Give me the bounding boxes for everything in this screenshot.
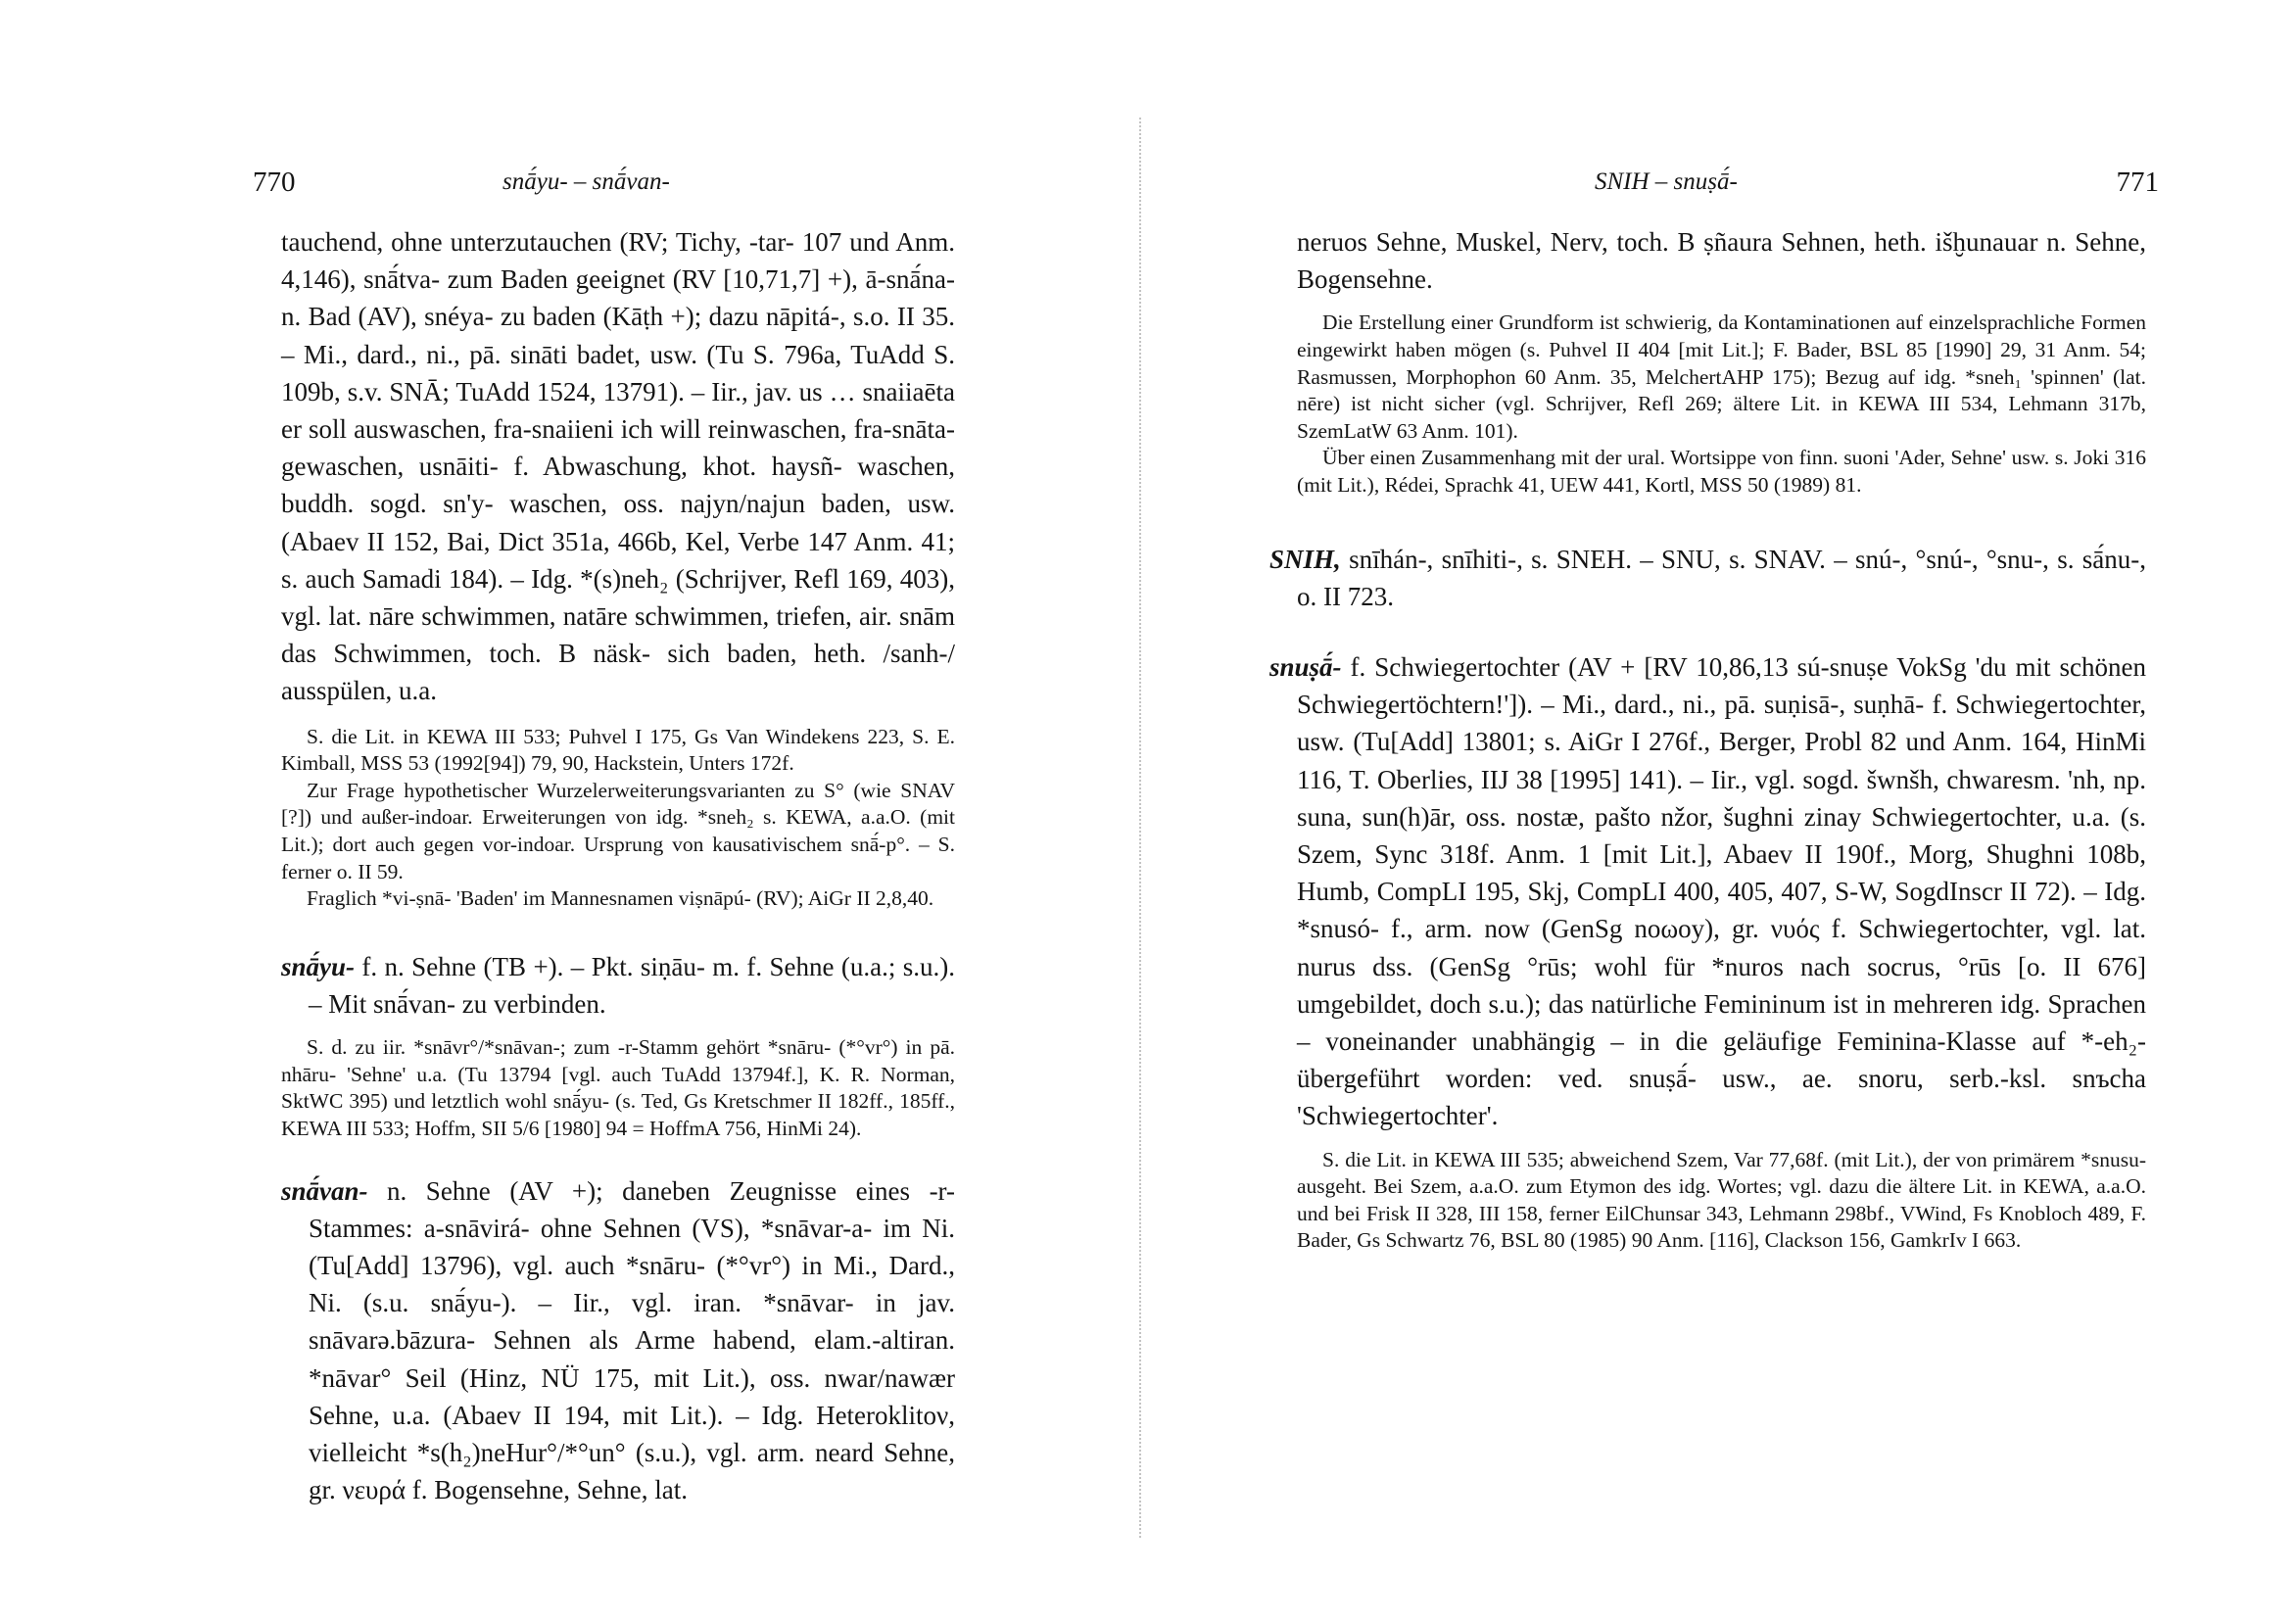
lemma: SNIH,: [1269, 544, 1341, 574]
entry-continuation: neruos Sehne, Muskel, Nerv, toch. B ṣñaura Sehnen, heth. išḫunauar n. Sehne, Bogensehne.: [1297, 227, 2146, 295]
running-head: snā́yu- – snā́van-: [502, 168, 670, 195]
note-paragraph: S. die Lit. in KEWA III 533; Puhvel I 175, Gs Van Windekens 223, S. E. Kimball, MSS 53 (1992[94]) 79, 90, Hackstein, Unters 172f.: [281, 724, 955, 776]
right-header: [1595, 167, 2159, 210]
footnote-block: [281, 724, 955, 913]
note-paragraph: Über einen Zusammenhang mit der ural. Wortsippe von finn. suoni 'Ader, Sehne' usw. s. Joki 316 (mit Lit.), Rédei, Sprachk 41, UEW 441, Kortl, MSS 50 (1989) 81.: [1297, 446, 2146, 497]
right-page: [1148, 0, 2296, 1622]
note-paragraph: Zur Frage hypothetischer Wurzelerweiterungsvarianten zu S° (wie SNAV [?]) und außer-indoar. Erweiterungen von idg. *sneh₂ s. KEWA, a.a.O. (mit Lit.); dort auch gegen vor-indoar. Ursprung von kausativischem snā́-p°. – S. ferner o. II 59.: [281, 778, 955, 883]
entry-text: f. n. Sehne (TB +). – Pkt. siṇāu- m. f. Sehne (u.a.; s.u.). – Mit snā́van- zu verbinden.: [309, 951, 955, 1019]
entry-text: n. Sehne (AV +); daneben Zeugnisse eines -r-Stammes: a-snāvirá- ohne Sehnen (VS), *snāvar-a- im Ni. (Tu[Add] 13796), vgl. auch *snāru- (*°vr°) in Mi., Dard., Ni. (s.u. snā́yu-). – Iir., vgl. iran. *snāvar- in jav. snāvarə.bāzura- Sehnen als Arme habend, elam.-altiran. *nāvar° Seil (Hinz, NÜ 175, mit Lit.), oss. nwar/nawær Sehne, u.a. (Abaev II 194, mit Lit.). – Idg. Heteroklitον, vielleicht *s(h₂)neHur°/*°un° (s.u.), vgl. arm. neard Sehne, gr. νευρά f. Bogensehne, Sehne, lat.: [309, 1175, 955, 1505]
running-head: SNIH – snuṣā́-: [1595, 168, 1738, 195]
left-header: [253, 167, 997, 210]
entry-text: f. Schwiegertochter (AV + [RV 10,86,13 sú-snuṣe VokSg 'du mit schönen Schwiegertöchtern!']). – Mi., dard., ni., pā. suṇisā-, suṇhā- f. Schwiegertochter, usw. (Tu[Add] 13801; s. AiGr I 276f., Berger, Probl 82 und Anm. 164, HinMi 116, T. Oberlies, IIJ 38 [1995] 141). – Iir., vgl. sogd. šwnšh, chwaresm. 'nh, np. suna, sun(h)ār, oss. nostæ, pašto nžor, šughni zinay Schwiegertochter, u.a. (s. Szem, Sync 318f. Anm. 1 [mit Lit.], Abaev II 190f., Morg, Shughni 108b, Humb, CompLI 195, Skj, CompLI 400, 405, 407, S-W, SogdInscr II 72). – Idg. *snusó- f., arm. now (GenSg noωoy), gr. νυός f. Schwiegertochter, vgl. lat. nurus dss. (GenSg °rūs; wohl für *nuros nach socrus, °rūs [o. II 676] umgebildet, doch s.u.); das natürliche Femininum ist in mehreren idg. Sprachen – voneinander unabhängig – in die geläufige Feminina-Klasse auf *-eh₂- übergeführt worden: ved. snuṣā́- usw., ae. snoru, serb.-ksl. snъcha 'Schwiegertochter'.: [1297, 651, 2146, 1131]
note-paragraph: S. die Lit. in KEWA III 535; abweichend Szem, Var 77,68f. (mit Lit.), der von primärem *snusu- ausgeht. Bei Szem, a.a.O. zum Etymon des idg. Wortes; vgl. dazu die ältere Lit. in KEWA, a.a.O. und bei Frisk II 328, III 158, ferner EilChunsar 343, Lehmann 298bf., VWind, Fs Knobloch 489, F. Bader, Gs Schwartz 76, BSL 80 (1985) 90 Anm. [116], Clackson 156, GamkrIv I 663.: [1297, 1147, 2146, 1253]
page-number: 770: [253, 167, 296, 198]
entry-snih: [1269, 541, 2146, 615]
gutter-divider: [1139, 118, 1141, 1538]
lemma: snuṣā́-: [1269, 651, 1342, 682]
entry-continuation-block: [1269, 223, 2146, 500]
lemma: snā́yu-: [281, 951, 356, 981]
entry-text: snīhán-, snīhiti-, s. SNEH. – SNU, s. SNAV. – snú-, °snú-, °snu-, s. sā́nu-, o. II 723.: [1297, 544, 2146, 611]
entry-snusa: [1269, 648, 2146, 1135]
note-paragraph: Die Erstellung einer Grundform ist schwierig, da Kontaminationen auf einzelsprachliche Formen eingewirkt haben mögen (s. Puhvel II 404 [mit Lit.]; F. Bader, BSL 85 [1990] 29, 31 Anm. 54; Rasmussen, Morphophon 60 Anm. 35, MelchertAHP 175); Bezug auf idg. *sneh₁ 'spinnen' (lat. nēre) ist nicht sicher (vgl. Schrijver, Refl 269; ältere Lit. in KEWA III 534, Lehmann 317b, SzemLatW 63 Anm. 101).: [1297, 310, 2146, 443]
page-number: 771: [2116, 167, 2159, 198]
note-paragraph: Fraglich *vi-ṣnā- 'Baden' im Mannesnamen viṣnāpú- (RV); AiGr II 2,8,40.: [307, 886, 934, 911]
left-column: [281, 223, 955, 1508]
entry-continuation: tauchend, ohne unterzutauchen (RV; Tichy, -tar- 107 und Anm. 4,146), snā́tva- zum Baden geeignet (RV [10,71,7] +), ā-snā́na- n. Bad (AV), snéya- zu baden (Kāṭh +); dazu nāpitá-, s.o. II 35. – Mi., dard., ni., pā. sināti badet, usw. (Tu S. 796a, TuAdd S. 109b, s.v. SNĀ; TuAdd 1524, 13791). – Iir., jav. us … snaiiaēta er soll auswaschen, fra-snaiieni ich will reinwaschen, fra-snāta- gewaschen, usnāiti- f. Abwaschung, khot. haysñ- waschen, buddh. sogd. sn'y- waschen, oss. najyn/najun baden, usw. (Abaev II 152, Bai, Dict 351a, 466b, Kel, Verbe 147 Anm. 41; s. auch Samadi 184). – Idg. *(s)neh₂ (Schrijver, Refl 169, 403), vgl. lat. nāre schwimmen, natāre schwimmen, triefen, air. snām das Schwimmen, toch. B näsk- sich baden, heth. /sanh-/ ausspülen, u.a.: [281, 227, 955, 706]
entry-snavan: [281, 1172, 955, 1509]
lemma: snā́van-: [281, 1175, 368, 1206]
right-column: [1269, 223, 2146, 1255]
entry-snayu: [281, 948, 955, 1023]
note-paragraph: S. d. zu iir. *snāvr°/*snāvan-; zum -r-Stamm gehört *snāru- (*°vr°) in pā. nhāru- 'Sehne' u.a. (Tu 13794 [vgl. auch TuAdd 13794f.], K. R. Norman, SktWC 395) und letztlich wohl snā́yu- (s. Ted, Gs Kretschmer II 182ff., 185ff., KEWA III 533; Hoffm, SII 5/6 [1980] 94 = HoffmA 756, HinMi 24).: [281, 1035, 955, 1140]
footnote-block: [1269, 1147, 2146, 1255]
footnote-block: [1297, 310, 2146, 499]
